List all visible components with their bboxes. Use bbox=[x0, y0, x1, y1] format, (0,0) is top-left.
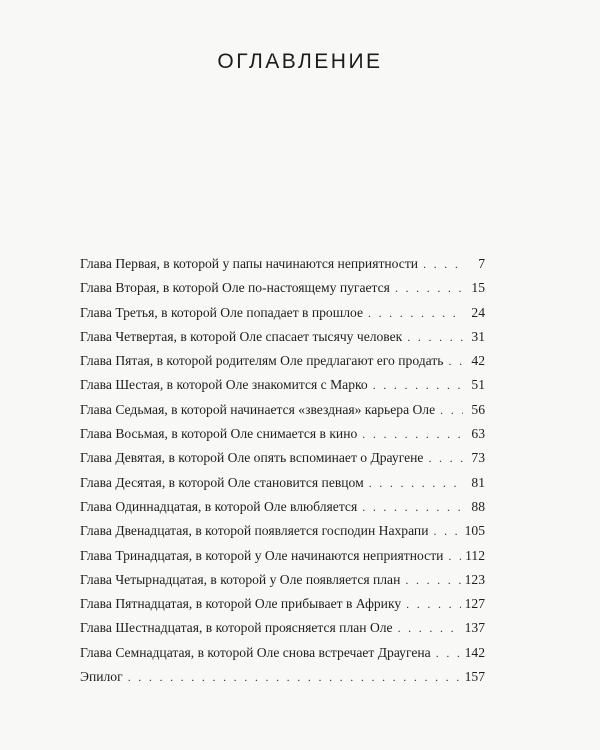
dot-leader bbox=[368, 301, 463, 325]
dot-leader bbox=[362, 495, 463, 519]
toc-entry-page-number: 81 bbox=[471, 474, 485, 490]
toc-entry-page-number: 24 bbox=[471, 304, 485, 320]
toc-entry-page-number: 123 bbox=[464, 571, 485, 587]
toc-entry-title: Глава Шестнадцатая, в которой проясняется план Оле bbox=[80, 620, 393, 636]
toc-entry-page-number: 42 bbox=[471, 353, 485, 369]
toc-entry-title: Глава Пятнадцатая, в которой Оле прибывает в Африку bbox=[80, 596, 402, 612]
toc-entry-page-number: 15 bbox=[471, 280, 485, 296]
toc-entry bbox=[80, 616, 485, 640]
toc-entry-page-number: 88 bbox=[471, 498, 485, 514]
toc-entry-title: Глава Четвертая, в которой Оле спасает тысячу человек bbox=[80, 328, 403, 344]
toc-entry bbox=[80, 471, 485, 495]
page-title: ОГЛАВЛЕНИЕ bbox=[217, 50, 383, 73]
dot-leader bbox=[362, 422, 463, 446]
toc-entry-title: Глава Вторая, в которой Оле по-настоящему пугается bbox=[80, 280, 390, 296]
toc-entry bbox=[80, 301, 485, 325]
toc-entry-title: Глава Девятая, в которой Оле опять вспоминает о Драугене bbox=[80, 450, 424, 466]
toc-entry-page-number: 127 bbox=[464, 596, 485, 612]
toc-entry-page-number: 7 bbox=[478, 256, 485, 271]
toc-entry-title: Глава Третья, в которой Оле попадает в прошлое bbox=[80, 304, 363, 320]
toc-entry-title: Глава Одиннадцатая, в которой Оле влюбляется bbox=[80, 498, 358, 514]
dot-leader bbox=[369, 471, 463, 495]
toc-entry bbox=[80, 252, 485, 276]
toc-entry-page-number: 51 bbox=[471, 377, 485, 393]
toc-entry bbox=[80, 325, 485, 349]
toc-entry-page-number: 63 bbox=[471, 426, 485, 442]
dot-leader bbox=[440, 398, 463, 422]
toc-entry-page-number: 105 bbox=[464, 523, 485, 539]
toc-entry-title: Глава Восьмая, в которой Оле снимается в кино bbox=[80, 426, 358, 442]
toc-entry-page-number: 157 bbox=[464, 669, 485, 685]
toc-entry-title: Глава Пятая, в которой родителям Оле предлагают его продать bbox=[80, 353, 444, 369]
toc-entry-title: Глава Двенадцатая, в которой появляется господин Нахрапи bbox=[80, 523, 429, 539]
dot-leader bbox=[373, 373, 463, 397]
toc-entry-title: Глава Четырнадцатая, в которой у Оле появляется план bbox=[80, 571, 401, 587]
dot-leader bbox=[406, 592, 460, 616]
dot-leader bbox=[407, 325, 463, 349]
toc-entry-page-number: 142 bbox=[464, 644, 485, 660]
toc-entry bbox=[80, 641, 485, 665]
toc-entry bbox=[80, 446, 485, 470]
toc-entry-page-number: 56 bbox=[471, 401, 485, 417]
dot-leader bbox=[128, 665, 461, 689]
toc-entry bbox=[80, 592, 485, 616]
toc-entry bbox=[80, 276, 485, 300]
dot-leader bbox=[405, 568, 460, 592]
toc-entry bbox=[80, 495, 485, 519]
dot-leader bbox=[436, 641, 461, 665]
toc-entry-title: Глава Тринадцатая, в которой у Оле начинаются неприятности bbox=[80, 547, 444, 563]
dot-leader bbox=[398, 616, 461, 640]
toc-entry bbox=[80, 519, 485, 543]
toc-entry-title: Глава Десятая, в которой Оле становится певцом bbox=[80, 474, 364, 490]
toc-entry bbox=[80, 398, 485, 422]
dot-leader bbox=[395, 276, 463, 300]
toc-entry-title: Глава Семнадцатая, в которой Оле снова встречает Драугена bbox=[80, 644, 431, 660]
toc-entry-title: Глава Первая, в которой у папы начинаются неприятности bbox=[80, 256, 419, 271]
toc-entry bbox=[80, 665, 485, 689]
toc-entry bbox=[80, 349, 485, 373]
toc-entry bbox=[80, 422, 485, 446]
table-of-contents bbox=[80, 252, 485, 689]
dot-leader bbox=[433, 519, 460, 543]
toc-entry-page-number: 31 bbox=[471, 328, 485, 344]
toc-entry bbox=[80, 544, 485, 568]
dot-leader bbox=[448, 349, 463, 373]
toc-entry-page-number: 73 bbox=[471, 450, 485, 466]
toc-entry bbox=[80, 373, 485, 397]
toc-entry-title: Эпилог bbox=[80, 669, 123, 685]
toc-entry bbox=[80, 568, 485, 592]
toc-entry-title: Глава Седьмая, в которой начинается «звездная» карьера Оле bbox=[80, 401, 436, 417]
toc-entry-page-number: 112 bbox=[465, 547, 485, 563]
toc-entry-page-number: 137 bbox=[464, 620, 485, 636]
dot-leader bbox=[448, 544, 461, 568]
dot-leader bbox=[428, 446, 463, 470]
toc-entry-title: Глава Шестая, в которой Оле знакомится с Марко bbox=[80, 377, 368, 393]
dot-leader bbox=[423, 252, 463, 276]
